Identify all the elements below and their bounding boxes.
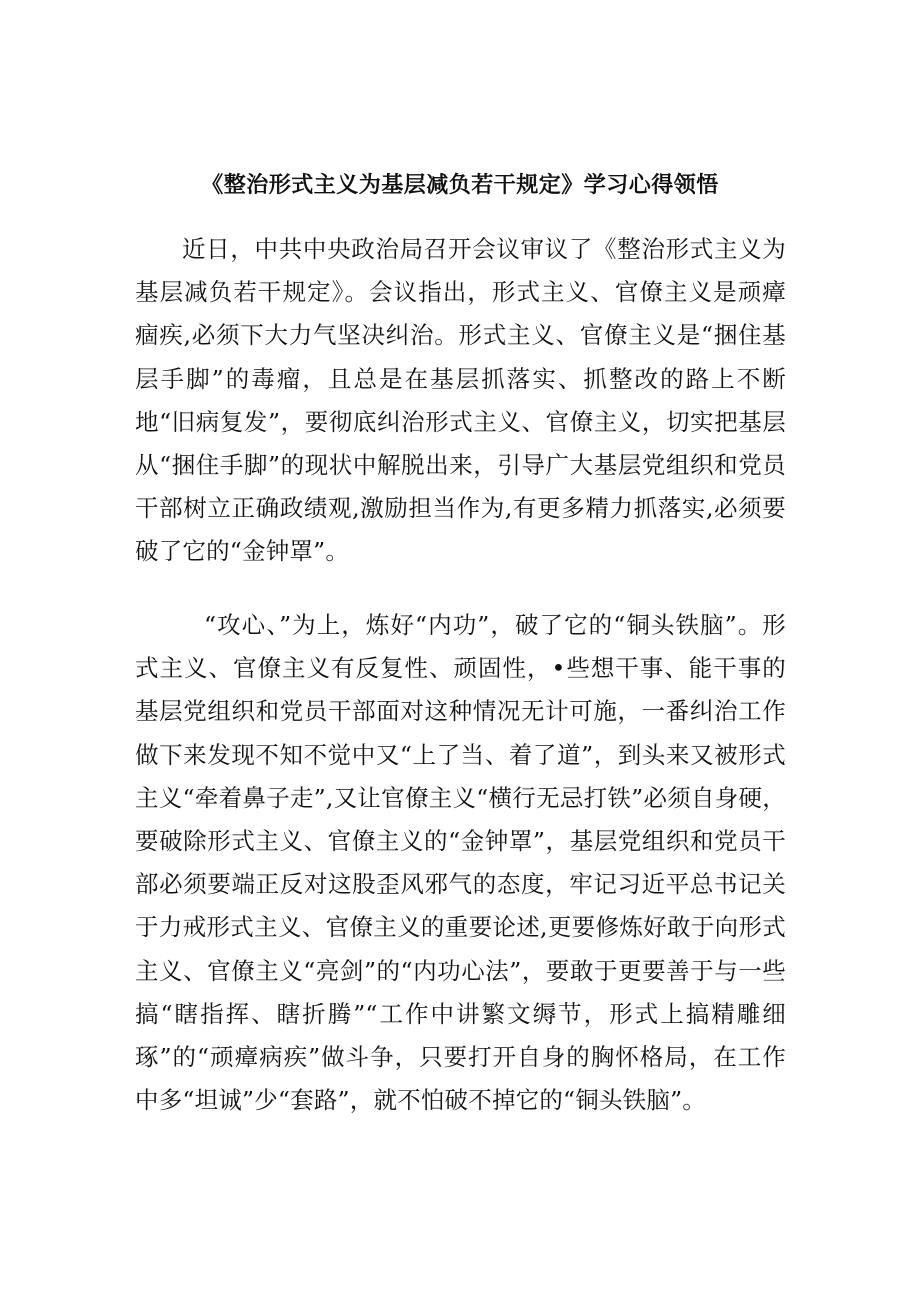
document-title: 《整治形式主义为基层减负若干规定》学习心得领悟 [201, 173, 719, 198]
paragraph-1: 近日，中共中央政治局召开会议审议了《整治形式主义为基层减负若干规定》。会议指出，形式主义、官僚主义是顽瘴痼疾,必须下大力气坚决纠治。形式主义、官僚主义是“捆住基层手脚”的毒瘤，且总是在基层抓落实、抓整改的路上不断地“旧病复发”，要彻底纠治形式主义、官僚主义，切实把基层从“捆住手脚”的现状中解脱出来，引导广大基层党组织和党员干部树立正确政绩观,激励担当作为,有更多精力抓落实,必须要破了它的“金钟罩”。 [135, 235, 786, 566]
paragraph-2: “攻心、”为上，炼好“内功”，破了它的“铜头铁脑”。形式主义、官僚主义有反复性、顽固性，•些想干事、能干事的基层党组织和党员干部面对这种情况无计可施，一番纠治工作做下来发现不知不觉中又“上了当、着了道”，到头来又被形式主义“牵着鼻子走”,又让官僚主义“横行无忌打铁”必须自身硬，要破除形式主义、官僚主义的“金钟罩”，基层党组织和党员干部必须要端正反对这股歪风邪气的态度，牢记习近平总书记关于力戒形式主义、官僚主义的重要论述,更要修炼好敢于向形式主义、官僚主义“亮剑”的“内功心法”，要敢于更要善于与一些搞“瞎指挥、瞎折腾”“工作中讲繁文缛节，形式上搞精雕细琢”的“顽瘴病疾”做斗争，只要打开自身的胸怀格局，在工作中多“坦诚”少“套路”，就不怕破不掉它的“铜头铁脑”。 [135, 611, 786, 1115]
